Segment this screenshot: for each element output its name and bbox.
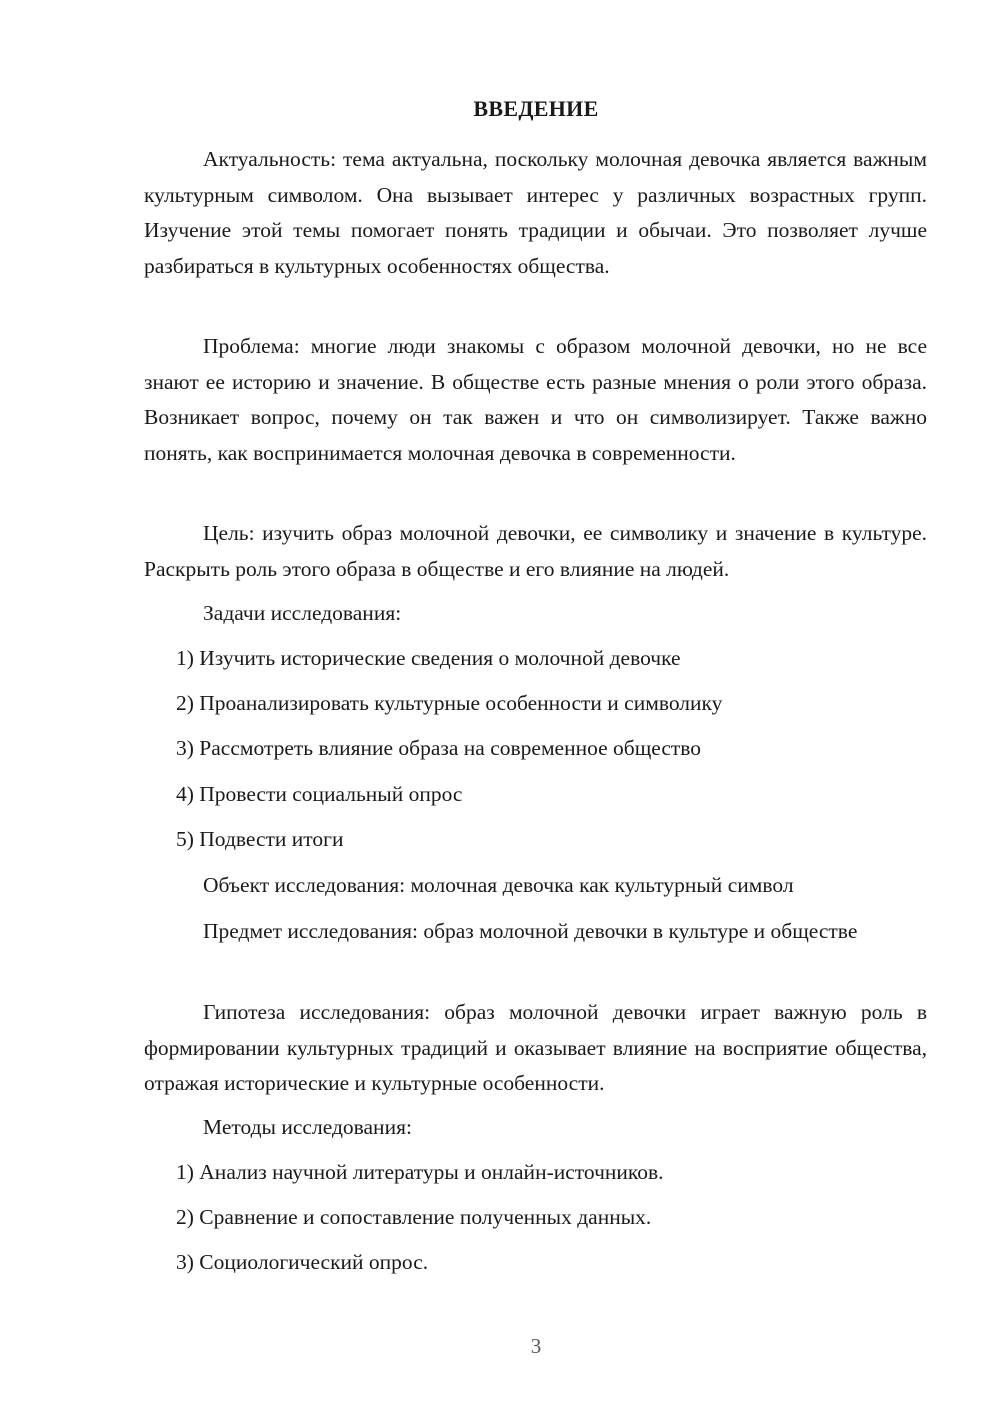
problem-paragraph: Проблема: многие люди знакомы с образом молочной девочки, но не все знают ее историю и значение. В обществе есть разные мнения о роли этого образа. Возникает вопрос, почему он так важен и что он символизирует. Также важно понять, как воспринимается молочная девочка в современности. xyxy=(144,334,927,465)
task-item: 1) Изучить исторические сведения о молочной девочке xyxy=(176,646,681,670)
tasks-heading: Задачи исследования: xyxy=(203,601,402,625)
method-item: 2) Сравнение и сопоставление полученных данных. xyxy=(176,1205,652,1229)
problem-block xyxy=(144,329,927,471)
task-4-block xyxy=(144,777,927,813)
page-number: 3 xyxy=(530,1334,542,1358)
task-5-block xyxy=(144,822,927,858)
goal-paragraph: Цель: изучить образ молочной девочки, ее символику и значение в культуре. Раскрыть роль этого образа в обществе и его влияние на людей. xyxy=(144,521,927,581)
method-1-block xyxy=(144,1155,927,1191)
task-item: 2) Проанализировать культурные особенности и символику xyxy=(176,691,723,715)
tasks-heading-block xyxy=(144,596,927,632)
object-paragraph: Объект исследования: молочная девочка как культурный символ xyxy=(203,873,794,897)
subject-paragraph: Предмет исследования: образ молочной девочки в культуре и обществе xyxy=(203,919,858,943)
hypothesis-paragraph: Гипотеза исследования: образ молочной девочки играет важную роль в формировании культурных традиций и оказывает влияние на восприятие общества, отражая исторические и культурные особенности. xyxy=(144,1000,927,1095)
relevance-paragraph: Актуальность: тема актуальна, поскольку молочная девочка является важным культурным символом. Она вызывает интерес у различных возрастных групп. Изучение этой темы помогает понять традиции и обычаи. Это позволяет лучше разбираться в культурных особенностях общества. xyxy=(144,147,927,278)
method-3-block xyxy=(144,1245,927,1281)
object-block xyxy=(144,868,927,904)
task-2-block xyxy=(144,686,927,722)
task-item: 5) Подвести итоги xyxy=(176,827,344,851)
task-3-block xyxy=(144,731,927,767)
goal-block xyxy=(144,516,927,587)
method-item: 3) Социологический опрос. xyxy=(176,1250,429,1274)
methods-heading: Методы исследования: xyxy=(203,1115,412,1139)
page-title: ВВЕДЕНИЕ xyxy=(473,96,599,121)
task-item: 3) Рассмотреть влияние образа на современное общество xyxy=(176,736,702,760)
relevance-block xyxy=(144,142,927,284)
method-item: 1) Анализ научной литературы и онлайн-источников. xyxy=(176,1160,664,1184)
methods-heading-block xyxy=(144,1110,927,1146)
task-1-block xyxy=(144,641,927,677)
method-2-block xyxy=(144,1200,927,1236)
hypothesis-block xyxy=(144,995,927,1102)
subject-block xyxy=(144,914,927,950)
task-item: 4) Провести социальный опрос xyxy=(176,782,463,806)
